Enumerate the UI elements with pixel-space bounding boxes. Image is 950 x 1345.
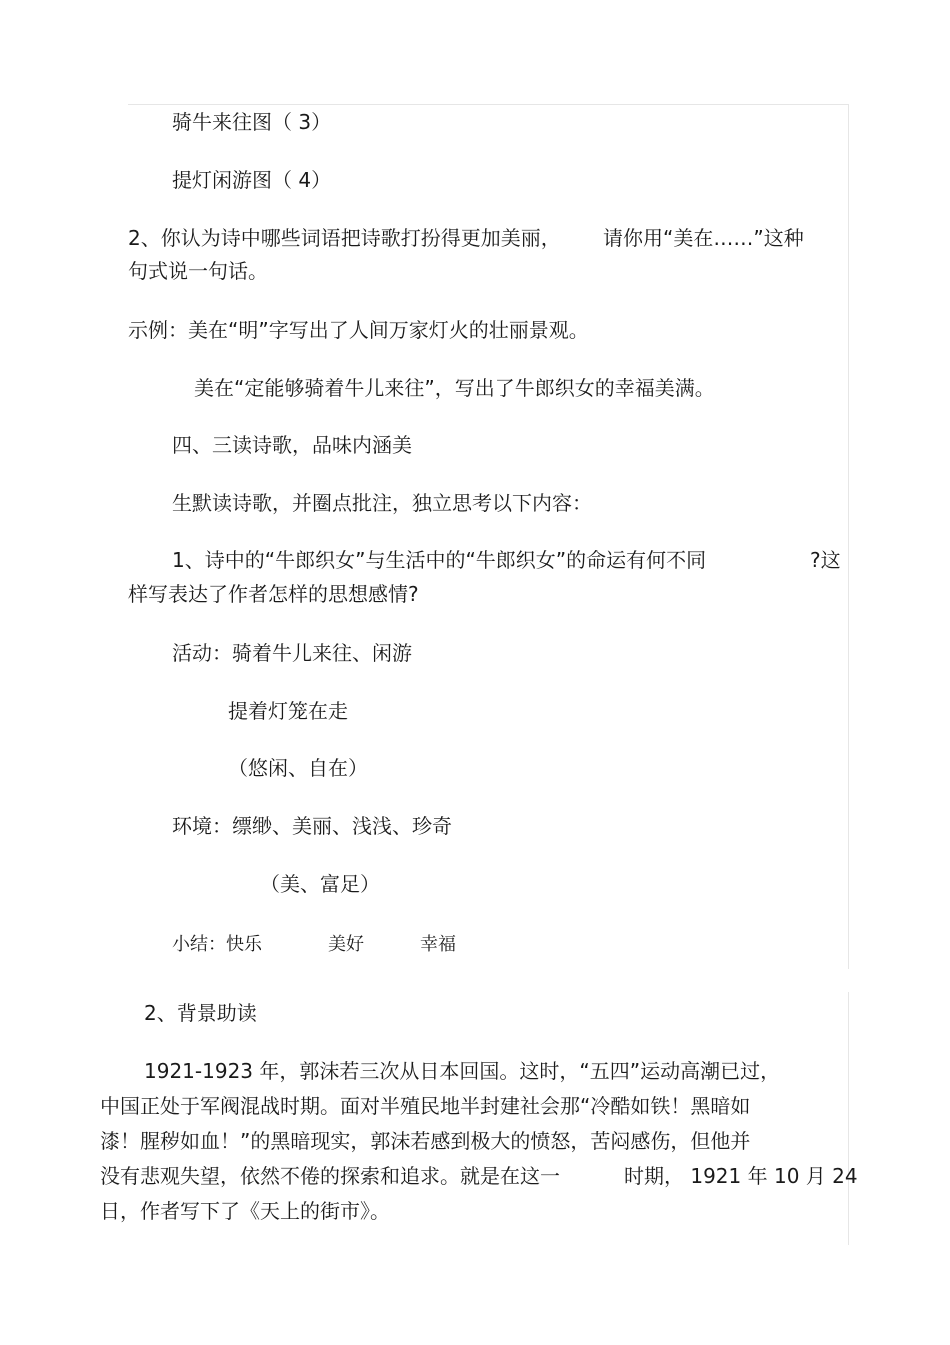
summary-word-good: 美好 (328, 934, 364, 955)
text-line-lantern-stroll: 提灯闲游图（ 4） (172, 168, 332, 192)
environment-line-2: （美、富足） (260, 872, 380, 896)
question-1-part1: 1、诗中的“牛郎织女”与生活中的“牛郎织女”的命运有何不同 (172, 548, 707, 572)
example-1: 示例：美在“明”字写出了人间万家灯火的壮丽景观。 (128, 318, 589, 342)
question-1-part2: ?这 (810, 548, 841, 572)
example-2: 美在“定能够骑着牛儿来往”，写出了牛郎织女的幸福美满。 (194, 376, 715, 400)
environment-line: 环境：缥缈、美丽、浅浅、珍奇 (172, 814, 452, 838)
page-top-border (128, 104, 848, 105)
page-right-border-lower (848, 992, 849, 1245)
background-paragraph-line-1: 1921-1923 年，郭沫若三次从日本回国。这时，“五四”运动高潮已过， (144, 1059, 781, 1083)
question-2-part1: 2、你认为诗中哪些词语把诗歌打扮得更加美丽， (128, 226, 561, 250)
question-2-line2: 句式说一句话。 (128, 259, 268, 283)
activity-line-2: 提着灯笼在走 (228, 699, 348, 723)
background-paragraph-line-5: 日，作者写下了《天上的街市》。 (100, 1199, 390, 1223)
background-paragraph-line-4a: 没有悲观失望，依然不倦的探索和追求。就是在这一 (100, 1164, 560, 1188)
background-paragraph-line-2: 中国正处于军阀混战时期。面对半殖民地半封建社会那“冷酷如铁！黑暗如 (100, 1094, 751, 1118)
background-paragraph-line-3: 漆！腥秽如血！”的黑暗现实，郭沫若感到极大的愤怒，苦闷感伤，但他并 (100, 1129, 751, 1153)
instruction-text: 生默读诗歌，并圈点批注，独立思考以下内容： (172, 491, 592, 515)
question-2-part2: 请你用“美在……”这种 (603, 226, 804, 250)
text-line-riding-ox: 骑牛来往图（ 3） (172, 110, 332, 134)
summary-word-happiness: 幸福 (420, 934, 456, 955)
page-right-border (848, 104, 849, 969)
activity-line-3: （悠闲、自在） (228, 756, 368, 780)
summary-label: 小结：快乐 (172, 934, 262, 955)
activity-line: 活动：骑着牛儿来往、闲游 (172, 641, 412, 665)
section-heading-4: 四、三读诗歌，品味内涵美 (172, 433, 412, 457)
background-paragraph-line-4b: 时期， 1921 年 10 月 24 (624, 1164, 858, 1188)
background-heading: 2、背景助读 (144, 1001, 257, 1025)
question-1-line2: 样写表达了作者怎样的思想感情? (128, 582, 419, 606)
